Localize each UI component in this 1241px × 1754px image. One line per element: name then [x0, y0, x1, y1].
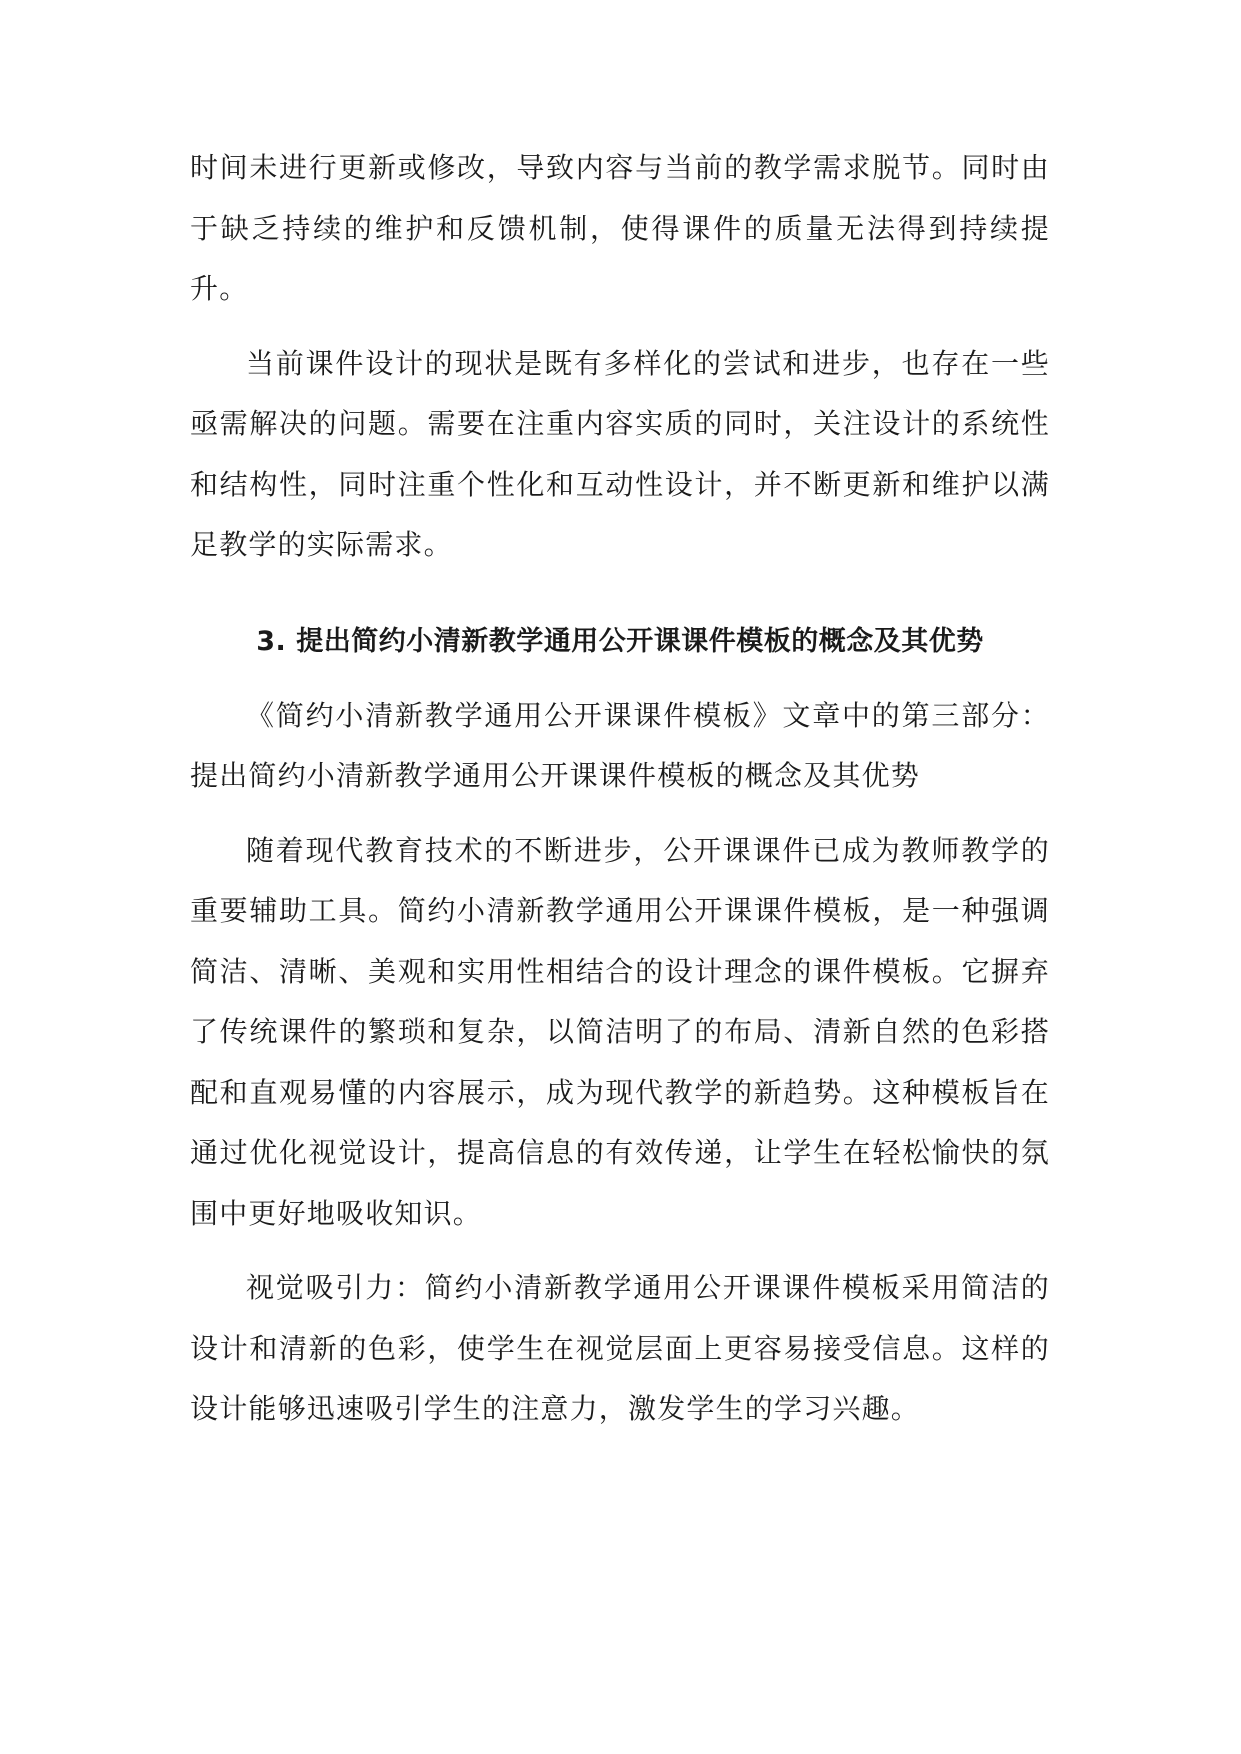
paragraph-continuation: 时间未进行更新或修改，导致内容与当前的教学需求脱节。同时由于缺乏持续的维护和反馈机制，使得课件的质量无法得到持续提升。	[190, 151, 1050, 305]
section-title: 提出简约小清新教学通用公开课课件模板的概念及其优势	[296, 625, 984, 657]
paragraph-visual-appeal: 视觉吸引力：简约小清新教学通用公开课课件模板采用简洁的设计和清新的色彩，使学生在视觉层面上更容易接受信息。这样的设计能够迅速吸引学生的注意力，激发学生的学习兴趣。	[190, 1271, 1050, 1425]
paragraph-template-concept: 随着现代教育技术的不断进步，公开课课件已成为教师教学的重要辅助工具。简约小清新教学通用公开课课件模板，是一种强调简洁、清晰、美观和实用性相结合的设计理念的课件模板。它摒弃了传统课件的繁琐和复杂，以简洁明了的布局、清新自然的色彩搭配和直观易懂的内容展示，成为现代教学的新趋势。这种模板旨在通过优化视觉设计，提高信息的有效传递，让学生在轻松愉快的氛围中更好地吸收知识。	[190, 833, 1050, 1230]
section-heading	[190, 612, 1050, 672]
page-body	[190, 138, 1050, 1440]
section-number: 3.	[256, 625, 287, 657]
paragraph-section-intro: 《简约小清新教学通用公开课课件模板》文章中的第三部分：提出简约小清新教学通用公开课课件模板的概念及其优势	[190, 698, 1050, 792]
paragraph-current-status-summary: 当前课件设计的现状是既有多样化的尝试和进步，也存在一些亟需解决的问题。需要在注重内容实质的同时，关注设计的系统性和结构性，同时注重个性化和互动性设计，并不断更新和维护以满足教学的实际需求。	[190, 346, 1050, 561]
